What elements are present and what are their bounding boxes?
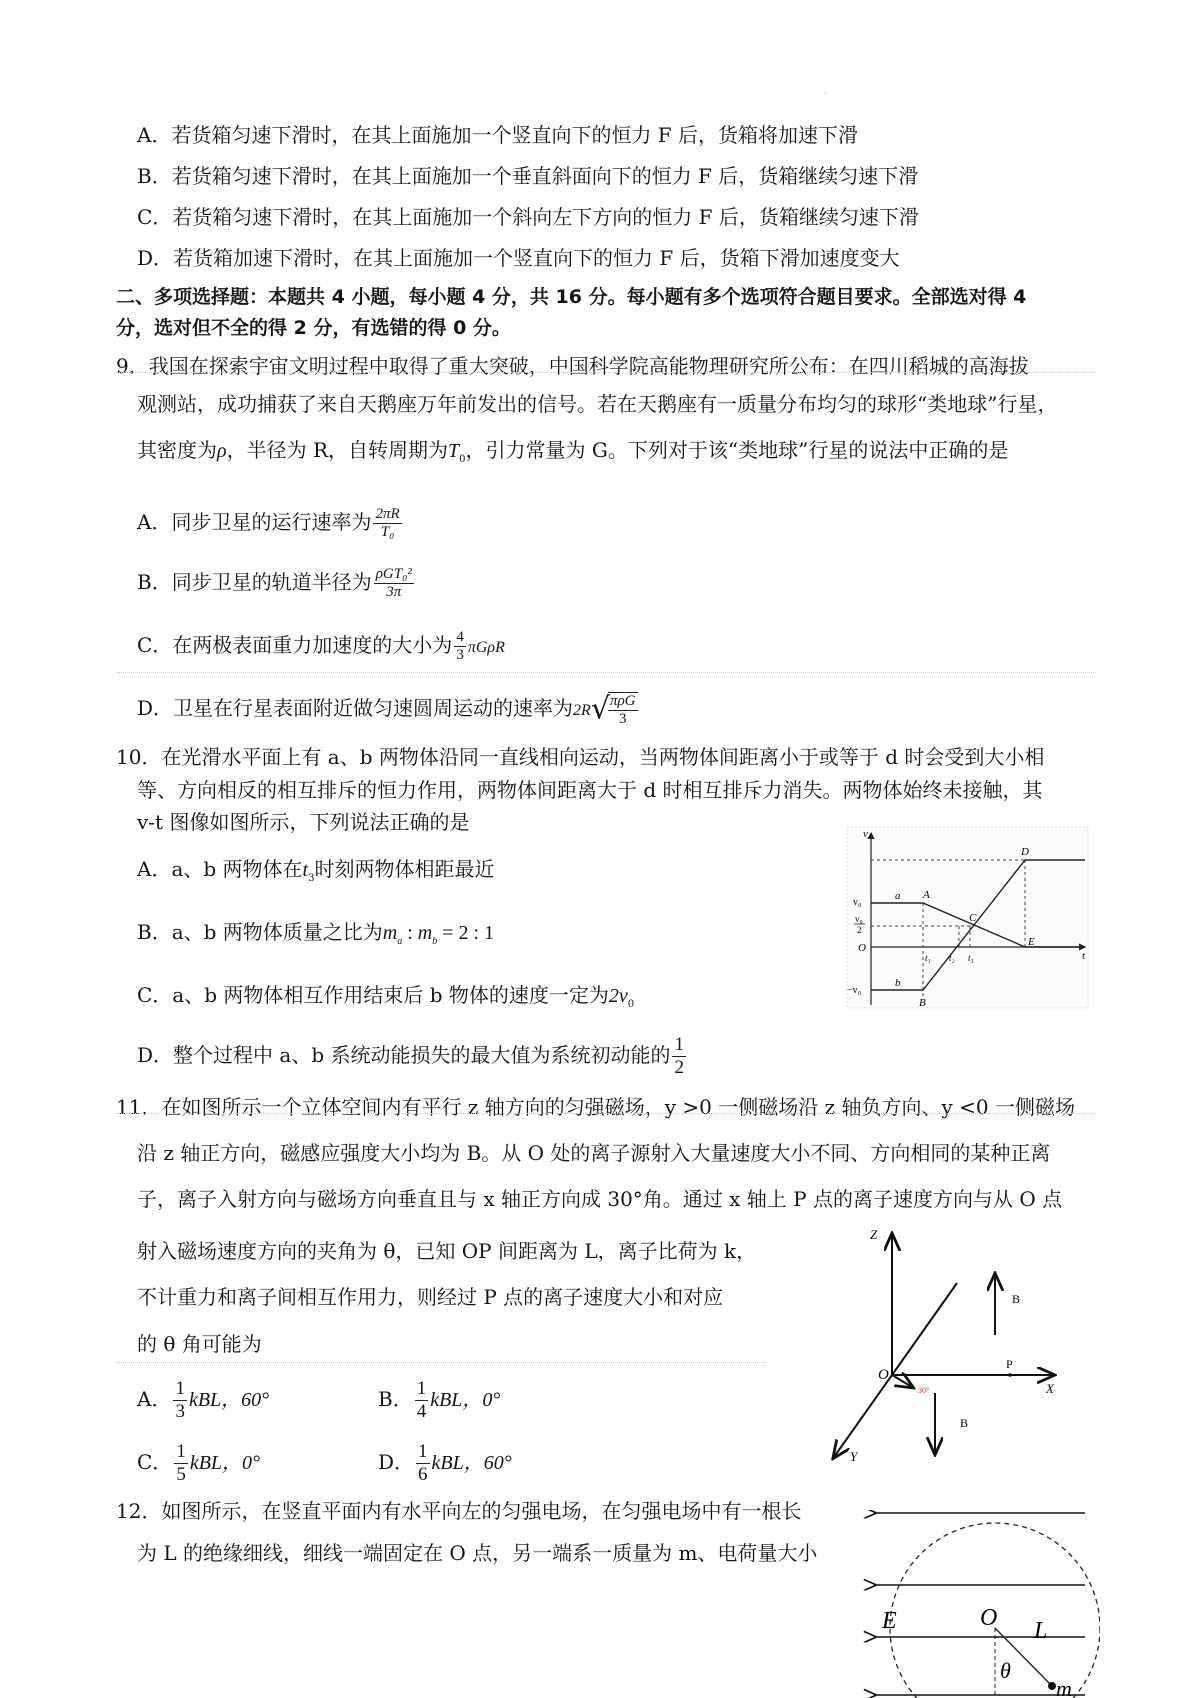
q9-option-d-coef: 2R <box>573 702 591 719</box>
q11-option-a-fraction <box>173 1378 187 1423</box>
q9-option-b-den: 3π <box>386 584 402 600</box>
q9-line3 <box>137 436 1008 474</box>
oblique-line <box>892 1283 957 1375</box>
t1-tick-label: t₁ <box>925 953 931 963</box>
t3-symbol: t <box>302 859 309 881</box>
t2-tick-label: t₂ <box>949 953 955 963</box>
vt-graph <box>845 825 1090 1010</box>
q11-option-d-num: 1 <box>418 1441 428 1462</box>
point-c-label: C <box>969 912 977 924</box>
q8-option-c: C．若货箱匀速下滑时，在其上面施加一个斜向左下方向的恒力 F 后，货箱继续匀速下滑 <box>137 205 919 229</box>
q11-option-c-num: 1 <box>176 1441 186 1462</box>
q8-option-b: B．若货箱匀速下滑时，在其上面施加一个垂直斜面向下的恒力 F 后，货箱继续匀速下滑 <box>137 164 919 188</box>
q11-line2: 沿 z 轴正方向，磁感应强度大小均为 B。从 O 处的离子源射入大量速度大小不同、方向相同的某种正离 <box>137 1141 1051 1165</box>
origin-label: O <box>858 942 866 954</box>
q11-option-d-tail: kBL，60° <box>431 1452 512 1474</box>
q9-option-b-text: B．同步卫星的轨道半径为 <box>137 570 372 594</box>
q9-option-c-den: 3 <box>456 647 464 663</box>
q11-option-d-den: 6 <box>418 1464 428 1485</box>
q9-option-c-fraction <box>454 629 466 664</box>
q9-line1: 9．我国在探索宇宙文明过程中取得了重大突破，中国科学院高能物理研究所公布：在四川稻城的高海拔 <box>116 354 1029 378</box>
q9-option-c-num: 4 <box>456 629 464 645</box>
q9-line3-text-b: ，半径为 R，自转周期为 <box>226 438 449 462</box>
q9-option-c-tail: πGρR <box>467 639 505 656</box>
q10-option-c <box>137 981 634 1019</box>
q11-option-a-num: 1 <box>175 1378 185 1399</box>
q11-option-b-label: B． <box>378 1387 413 1411</box>
length-l-label: L <box>1034 1618 1048 1644</box>
field-e-label: E <box>882 1608 897 1634</box>
q10-option-b-ratio: = 2 : 1 <box>437 922 495 944</box>
q11-option-a-den: 3 <box>175 1401 185 1422</box>
q11-option-d-fraction <box>416 1441 430 1486</box>
y-axis-label: Y <box>850 1449 858 1464</box>
y-axis <box>834 1375 892 1457</box>
q11-option-b-fraction <box>415 1378 429 1423</box>
q10-line2: 等、方向相反的相互排斥的恒力作用，两物体间距离大于 d 时相互排斥力消失。两物体始终未接触，其 <box>137 778 1043 802</box>
q11-option-b-den: 4 <box>416 1401 427 1422</box>
q10-option-b: B．a、b 两物体质量之比为$m_a$ : $m_b = 2$ : 1 <box>137 920 495 947</box>
q8-option-a: A．若货箱匀速下滑时，在其上面施加一个竖直向下的恒力 F 后，货箱将加速下滑 <box>137 123 859 147</box>
velocity-arrow-icon <box>892 1375 912 1387</box>
sqrt-icon: √ <box>590 691 610 727</box>
q9-option-a-num: 2πR <box>375 506 400 522</box>
q11-option-d-label: D． <box>378 1450 415 1474</box>
q10-option-d-num: 1 <box>674 1034 684 1055</box>
2v0-symbol: 2v <box>608 985 628 1007</box>
curve-a-label: a <box>895 890 901 902</box>
q9-divider-bottom <box>116 672 1096 673</box>
q9-line3-text-c: ，引力常量为 G。下列对于该“类地球”行星的说法中正确的是 <box>465 438 1009 462</box>
mb-subscript: b <box>432 936 438 947</box>
v0-half-num: v₀ <box>855 914 863 924</box>
xyz-axes-figure <box>820 1225 1070 1475</box>
q10-option-a-tail: 时刻两物体相距最近 <box>314 857 495 881</box>
q11-line1: 11．在如图所示一个立体空间内有平行 z 轴方向的匀强磁场，y >0 一侧磁场沿 z 轴负方向、y <0 一侧磁场 <box>116 1095 1075 1119</box>
point-e-label: E <box>1028 936 1035 948</box>
q9-line3-text-a: 其密度为 <box>137 438 217 462</box>
pivot-o-label: O <box>980 1605 998 1631</box>
q9-option-d-num: πρG <box>609 692 636 709</box>
point-a-label: A <box>923 889 930 901</box>
q11-option-c <box>137 1437 260 1488</box>
q12-line1: 12．如图所示，在竖直平面内有水平向左的匀强电场，在匀强电场中有一根长 <box>116 1499 802 1523</box>
q11-option-b-num: 1 <box>416 1378 427 1399</box>
q9-option-a <box>137 497 404 547</box>
v0-subscript: 0 <box>627 999 635 1010</box>
point-p-dot <box>1008 1373 1012 1377</box>
z-axis-label: Z <box>870 1227 878 1242</box>
graph-frame <box>847 827 1088 1008</box>
mass-dot <box>1048 1682 1056 1690</box>
section2-heading-line1: 二、多项选择题：本题共 4 小题，每小题 4 分，共 16 分。每小题有多个选项符合题目要求。全部选对得 4 <box>116 286 1027 308</box>
q9-option-c-text: C．在两极表面重力加速度的大小为 <box>137 633 453 657</box>
q12-line2: 为 L 的绝缘细线，细线一端固定在 O 点，另一端系一质量为 m、电荷量大小 <box>137 1541 818 1565</box>
q10-option-c-text: C．a、b 两物体相互作用结束后 b 物体的速度一定为 <box>137 983 609 1007</box>
t3-tick-label: t₃ <box>968 953 974 963</box>
q11-line6: 的 θ 角可能为 <box>137 1332 262 1356</box>
q11-option-b <box>378 1374 500 1425</box>
q9-option-d-den: 3 <box>618 710 627 727</box>
q11-option-c-fraction <box>174 1441 188 1486</box>
point-b-label: B <box>919 997 926 1009</box>
q10-option-b-text: B．a、b 两物体质量之比为 <box>137 920 383 944</box>
q9-option-a-text: A．同步卫星的运行速率为 <box>137 510 372 534</box>
section2-heading-line2: 分，选对但不全的得 2 分，有选错的得 0 分。 <box>116 317 511 339</box>
q10-option-d <box>137 1030 688 1080</box>
t0-subscript: 0 <box>459 454 466 465</box>
q11-option-c-den: 5 <box>176 1464 186 1485</box>
q11-option-c-tail: kBL，0° <box>189 1452 261 1474</box>
x-axis-label: X <box>1046 1381 1054 1396</box>
t3-subscript: 3 <box>308 873 315 884</box>
curve-b-label: b <box>895 977 901 989</box>
q10-line1: 10．在光滑水平面上有 a、b 两物体沿同一直线相向运动，当两物体间距离小于或等于 d 时会受到大小相 <box>116 745 1045 769</box>
rho-symbol: ρ <box>217 440 227 462</box>
q10-option-d-text: D．整个过程中 a、b 系统动能损失的最大值为系统初动能的 <box>137 1043 671 1067</box>
q11-divider-top <box>116 1113 1096 1114</box>
q11-line4: 射入磁场速度方向的夹角为 θ，已知 OP 间距离为 L，离子比荷为 k， <box>137 1239 757 1263</box>
b-down-label: B <box>960 1416 969 1430</box>
theta-label: θ <box>1000 1658 1011 1683</box>
q10-option-a <box>137 855 494 893</box>
q9-option-d-fraction <box>608 692 638 728</box>
ma-subscript: a <box>397 936 403 947</box>
q9-option-b-num: ρGT₀² <box>375 566 412 582</box>
q9-line2: 观测站，成功捕获了来自天鹅座万年前发出的信号。若在天鹅座有一质量分布均匀的球形“类地球”行星， <box>137 392 1058 416</box>
v0-half-den: 2 <box>857 925 862 935</box>
q9-option-a-fraction <box>373 506 401 541</box>
b-up-label: B <box>1012 1292 1021 1306</box>
origin-o-label: O <box>878 1367 889 1383</box>
t-axis-label: t <box>1082 950 1086 962</box>
q11-option-a-tail: kBL，60° <box>188 1389 270 1411</box>
q10-line3: v-t 图像如图所示，下列说法正确的是 <box>137 810 470 834</box>
q11-line5: 不计重力和离子间相互作用力，则经过 P 点的离子速度大小和对应 <box>137 1285 724 1309</box>
angle-30-label: 30° <box>918 1386 930 1395</box>
v0-tick-label: v₀ <box>853 897 862 908</box>
m-a-symbol: m <box>382 922 398 944</box>
v-axis-label: v <box>863 828 868 840</box>
q9-option-a-den: T₀ <box>380 524 395 540</box>
q11-divider-bottom <box>116 1362 766 1363</box>
neg-v0-tick-label: −v₀ <box>847 985 862 996</box>
q11-line3: 子，离子入射方向与磁场方向垂直且与 x 轴正方向成 30°角。通过 x 轴上 P 点的离子速度方向与从 O 点 <box>137 1187 1063 1211</box>
q9-option-d <box>137 682 640 737</box>
point-d-label: D <box>1021 846 1029 858</box>
q10-option-d-den: 2 <box>674 1057 684 1078</box>
electric-field-figure <box>860 1510 1100 1698</box>
q9-option-b <box>137 557 416 607</box>
mass-m-label: m <box>1056 1676 1072 1698</box>
page-dot: ◦ <box>823 89 828 98</box>
q11-option-a <box>137 1374 269 1425</box>
q10-option-a-text: A．a、b 两物体在 <box>137 857 303 881</box>
q11-option-b-tail: kBL，0° <box>430 1389 501 1411</box>
q11-option-a-label: A． <box>137 1387 172 1411</box>
q11-option-d <box>378 1437 512 1488</box>
q9-option-b-fraction <box>374 566 414 601</box>
q9-option-c <box>137 620 505 673</box>
q10-option-d-fraction <box>672 1034 686 1079</box>
q11-option-c-label: C． <box>137 1450 173 1474</box>
q8-option-d: D．若货箱加速下滑时，在其上面施加一个竖直向下的恒力 F 后，货箱下滑加速度变大 <box>137 246 900 270</box>
m-b-symbol: m <box>417 922 433 944</box>
q9-divider-top <box>116 372 1096 373</box>
point-p-label: P <box>1006 1357 1013 1371</box>
q9-option-d-text: D．卫星在行星表面附近做匀速圆周运动的速率为 <box>137 696 574 720</box>
t-symbol: T <box>448 440 460 462</box>
